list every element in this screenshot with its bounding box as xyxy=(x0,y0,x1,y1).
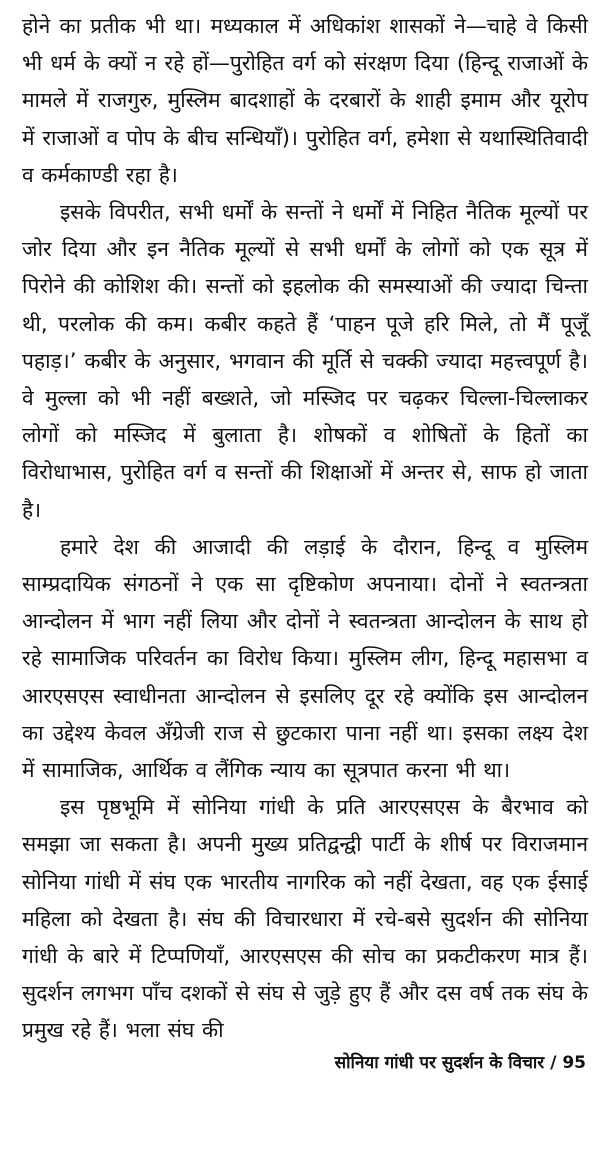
running-title: सोनिया गांधी पर सुदर्शन के विचार xyxy=(334,1053,545,1073)
paragraph-3: हमारे देश की आजादी की लड़ाई के दौरान, हिन्दू व मुस्लिम साम्प्रदायिक संगठनों ने एक सा दृष्टिकोण अपनाया। दोनों ने स्वतन्त्रता आन्दोलन में भाग नहीं लिया और दोनों ने स्वतन्त्रता आन्दोलन के साथ हो रहे सामाजिक परिवर्तन का विरोध किया। मुस्लिम लीग, हिन्दू महासभा व आरएसएस स्वाधीनता आन्दोलन से इसलिए दूर रहे क्योंकि इस आन्दोलन का उद्देश्य केवल अँग्रेजी राज से छुटकारा पाना नहीं था। इसका लक्ष्य देश में सामाजिक, आर्थिक व लैंगिक न्याय का सूत्रपात करना भी था। xyxy=(22,534,588,783)
book-page xyxy=(22,8,588,1050)
footer-separator: / xyxy=(550,1053,557,1073)
paragraph-1: होने का प्रतीक भी था। मध्यकाल में अधिकांश शासकों ने—चाहे वे किसी भी धर्म के क्यों न रहे हों—पुरोहित वर्ग को संरक्षण दिया (हिन्दू राजाओं के मामले में राजगुरु, मुस्लिम बादशाहों के दरबारों के शाही इमाम और यूरोप में राजाओं व पोप के बीच सन्धियाँ)। पुरोहित वर्ग, हमेशा से यथास्थितिवादी व कर्मकाण्डी रहा है। xyxy=(22,14,588,187)
page-number: 95 xyxy=(562,1053,586,1073)
page-footer xyxy=(335,1050,586,1073)
paragraph-2: इसके विपरीत, सभी धर्मों के सन्तों ने धर्मों में निहित नैतिक मूल्यों पर जोर दिया और इन नैतिक मूल्यों से सभी धर्मों के लोगों को एक सूत्र में पिरोने की कोशिश की। सन्तों को इहलोक की समस्याओं की ज्यादा चिन्ता थी, परलोक की कम। कबीर कहते हैं ‘पाहन पूजे हरि मिले, तो मैं पूजूँ पहाड़।’ कबीर के अनुसार, भगवान की मूर्ति से चक्की ज्यादा महत्त्वपूर्ण है। वे मुल्ला को भी नहीं बख्शते, जो मस्जिद पर चढ़कर चिल्ला-चिल्लाकर लोगों को मस्जिद में बुलाता है। शोषकों व शोषितों के हितों का विरोधाभास, पुरोहित वर्ग व सन्तों की शिक्षाओं में अन्तर से, साफ हो जाता है। xyxy=(22,200,588,522)
paragraph-4: इस पृष्ठभूमि में सोनिया गांधी के प्रति आरएसएस के बैरभाव को समझा जा सकता है। अपनी मुख्य प्रतिद्वन्द्वी पार्टी के शीर्ष पर विराजमान सोनिया गांधी में संघ एक भारतीय नागरिक को नहीं देखता, वह एक ईसाई महिला को देखता है। संघ की विचारधारा में रचे-बसे सुदर्शन की सोनिया गांधी के बारे में टिप्पणियाँ, आरएसएस की सोच का प्रकटीकरण मात्र हैं। सुदर्शन लगभग पाँच दशकों से संघ से जुड़े हुए हैं और दस वर्ष तक संघ के प्रमुख रहे हैं। भला संघ की xyxy=(22,795,588,1043)
